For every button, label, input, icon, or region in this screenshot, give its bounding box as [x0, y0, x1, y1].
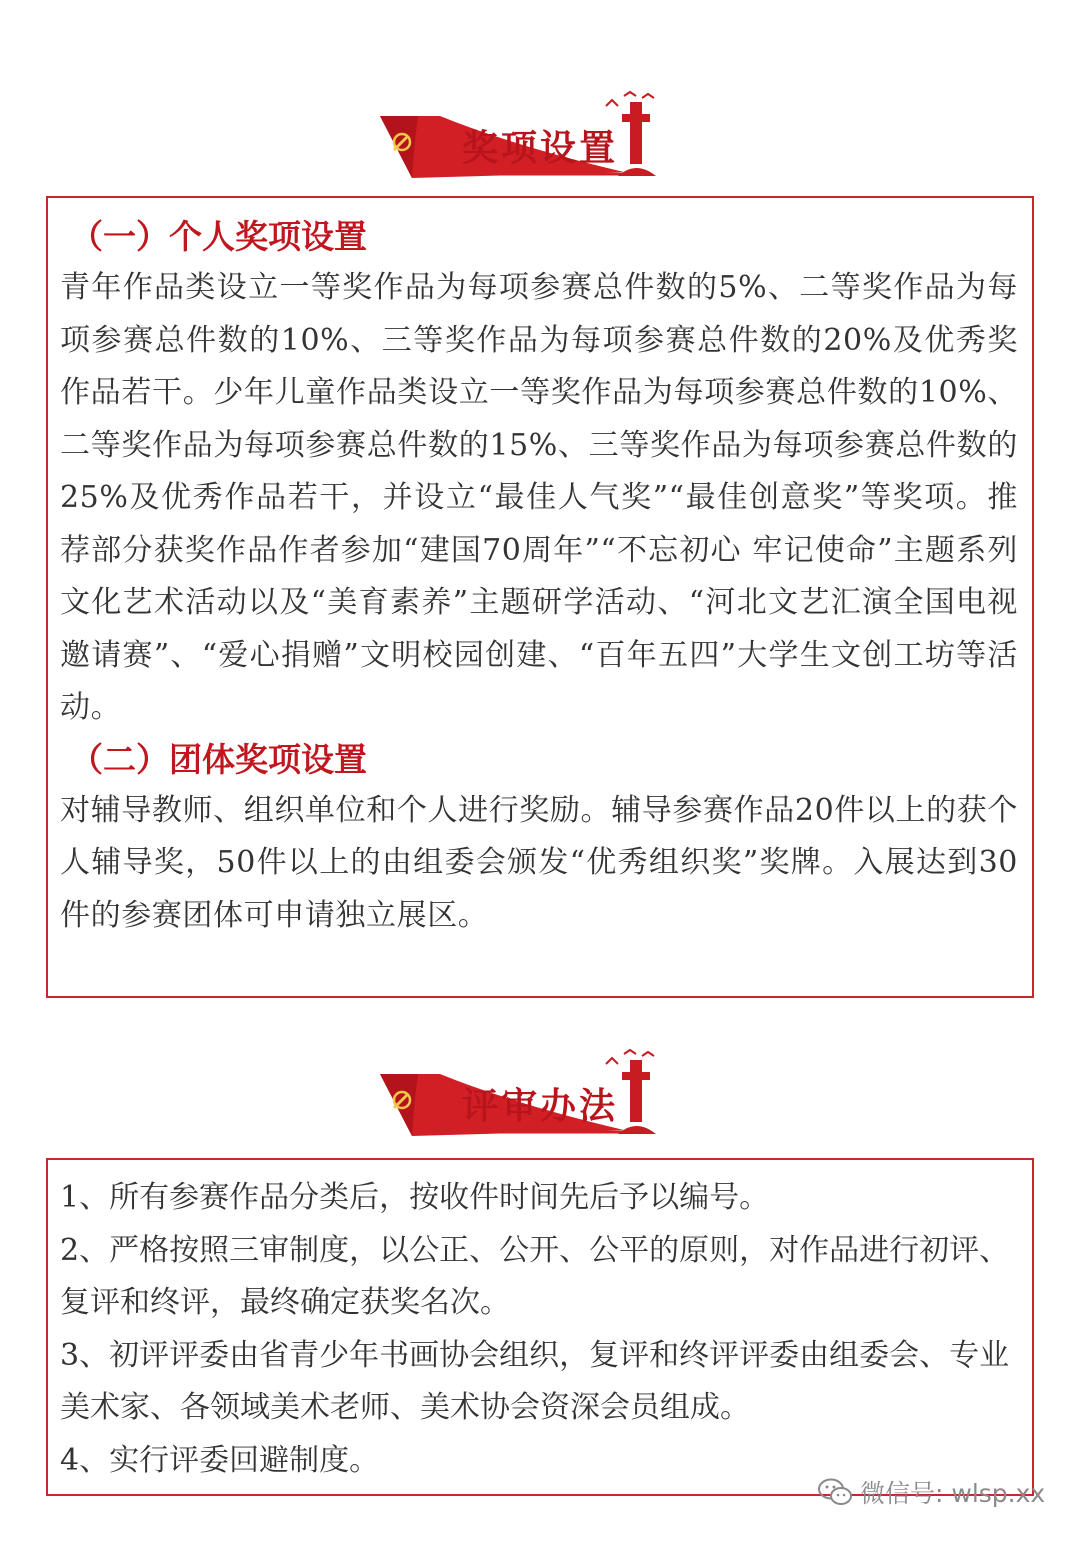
- review-item: 3、初评评委由省青少年书画协会组织，复评和终评评委由组委会、专业美术家、各领域美术老师、美术协会资深会员组成。: [60, 1337, 1010, 1425]
- group-awards-text: 对辅导教师、组织单位和个人进行奖励。辅导参赛作品20件以上的获个人辅导奖，50件以上的由组委会颁发“优秀组织奖”奖牌。入展达到30件的参赛团体可申请独立展区。: [60, 792, 1018, 933]
- individual-awards-heading: （一）个人奖项设置: [70, 217, 367, 256]
- group-awards-heading: （二）团体奖项设置: [70, 739, 367, 779]
- wechat-watermark: [818, 1472, 1045, 1512]
- wechat-icon: [818, 1478, 852, 1506]
- section-title: 评审办法: [462, 1086, 619, 1127]
- review-item: 1、所有参赛作品分类后，按收件时间先后予以编号。: [60, 1180, 770, 1215]
- section-title: 奖项设置: [462, 128, 619, 169]
- review-item: 4、实行评委回避制度。: [60, 1442, 380, 1478]
- review-panel: [46, 1158, 1034, 1496]
- individual-awards-text: 青年作品类设立一等奖作品为每项参赛总件数的5%、二等奖作品为每项参赛总件数的10%、三等奖作品为每项参赛总件数的20%及优秀奖作品若干。少年儿童作品类设立一等奖作品为每项参赛总件数的10%、二等奖作品为每项参赛总件数的15%、三等奖作品为每项参赛总件数的25%及优秀作品若干，并设立“最佳人气奖”“最佳创意奖”等奖项。推荐部分获奖作品作者参加“建国70周年”“不忘初心 牢记使命”主题系列文化艺术活动以及“美育素养”主题研学活动、“河北文艺汇演全国电视邀请赛”、“爱心捐赠”文明校园创建、“百年五四”大学生文创工坊等活动。: [60, 270, 1018, 725]
- section-banner-awards: [374, 88, 674, 183]
- section-banner-review: [374, 1046, 674, 1141]
- awards-panel: [46, 196, 1034, 998]
- watermark-text: 微信号: wlsp.xx: [860, 1479, 1046, 1508]
- review-item: 2、严格按照三审制度，以公正、公开、公平的原则，对作品进行初评、复评和终评，最终确定获奖名次。: [60, 1232, 1010, 1320]
